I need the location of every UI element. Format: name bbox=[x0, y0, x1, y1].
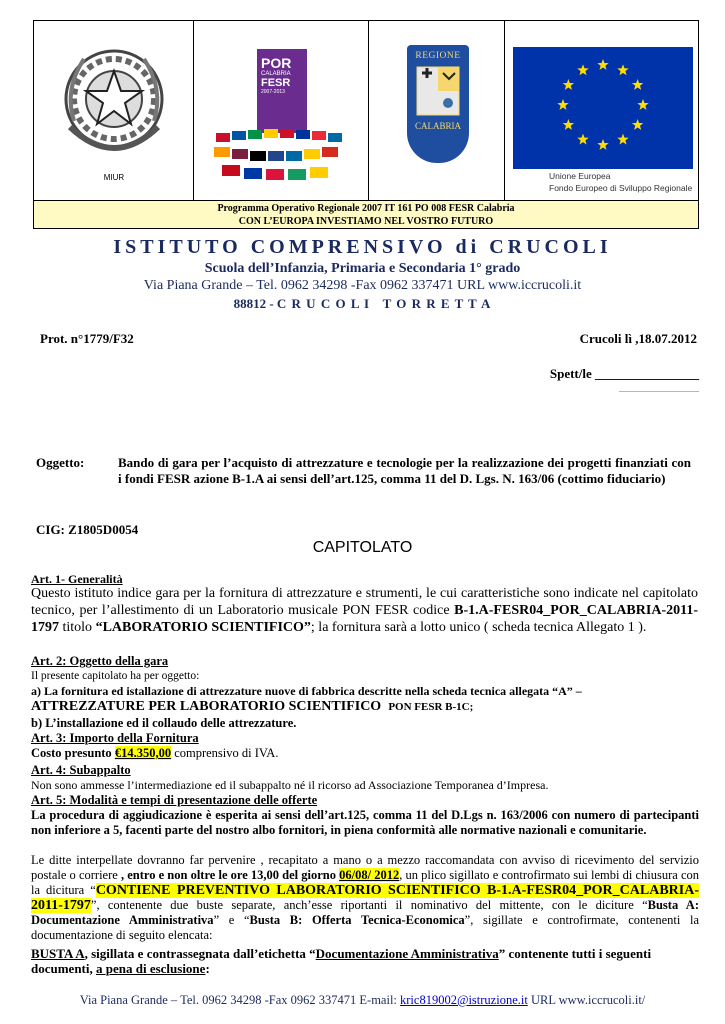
regione-logo-regione: REGIONE bbox=[415, 51, 461, 61]
subject-label: Oggetto: bbox=[36, 455, 85, 470]
school-city: C R U C O L I T O R R E T T A bbox=[276, 296, 492, 311]
place-date: Crucoli lì ,18.07.2012 bbox=[579, 331, 697, 346]
document-title: CAPITOLATO bbox=[312, 539, 413, 556]
art5-busta-a bbox=[31, 946, 703, 976]
eu-caption-2: Fondo Europeo di Sviluppo Regionale bbox=[549, 183, 693, 193]
art2-item-a-line2 bbox=[31, 699, 699, 714]
regione-logo-calabria: CALABRIA bbox=[414, 121, 461, 131]
art5-delivery-2: , un plico sigillato e controfirmato sui lembi di chiusura con la dicitura “ bbox=[31, 868, 699, 897]
art5-deadline: , entro e non oltre le ore 13,00 del giorno bbox=[120, 868, 340, 882]
art2-pon-code: PON FESR B-1C; bbox=[388, 701, 474, 713]
art5-delivery-1: Le ditte interpellate dovranno far pervenire , recapitato a mano o a mezzo raccomandata con avviso di ricevimento del servizio postale o corriere bbox=[31, 853, 699, 882]
art1-project-code: B-1.A-FESR04_POR_CALABRIA-2011-1797 bbox=[31, 603, 698, 635]
art5-busta-b-name: Busta B: Offerta Tecnica-Economica bbox=[249, 913, 465, 927]
cig-code: CIG: Z1805D0054 bbox=[36, 522, 139, 537]
art1-text-3: ; la fornitura sarà a lotto unico ( scheda tecnica Allegato 1 ). bbox=[310, 620, 647, 635]
art2-item-a: a) La fornitura ed istallazione di attrezzature nuove di fabbrica descritte nella scheda tecnica allegata “A” – bbox=[31, 684, 582, 698]
school-subtitle: Scuola dell’Infanzia, Primaria e Secondaria 1° grado bbox=[204, 261, 521, 276]
art3-title: Art. 3: Importo della Fornitura bbox=[31, 731, 199, 745]
school-cap: 88812 - bbox=[233, 296, 274, 311]
footer-email-link[interactable]: kric819002@istruzione.it bbox=[400, 993, 528, 1007]
art1-title: Art. 1- Generalità bbox=[31, 572, 123, 586]
art5-deadline-date: 06/08/ 2012 bbox=[339, 868, 400, 882]
art1-text-2: titolo bbox=[59, 620, 96, 635]
programme-line-1: Programma Operativo Regionale 2007 IT 161 PO 008 FESR Calabria bbox=[217, 203, 515, 214]
eu-caption-1: Unione Europea bbox=[549, 171, 611, 181]
recipient: Spett/le ________________ bbox=[549, 366, 699, 381]
por-cell bbox=[194, 21, 369, 202]
art2-intro: Il presente capitolato ha per oggetto: bbox=[31, 670, 200, 682]
art2-item-b: b) L’installazione ed il collaudo delle attrezzature. bbox=[31, 716, 297, 730]
miur-caption: MIUR bbox=[103, 173, 125, 182]
art5-envelope-label: CONTIENE PREVENTIVO LABORATORIO SCIENTIFICO B-1.A-FESR04_POR_CALABRIA-2011-1797 bbox=[31, 883, 699, 913]
por-logo-years: 2007-2013 bbox=[261, 89, 285, 95]
footer-contacts: Via Piana Grande – Tel. 0962 34298 -Fax 0962 337471 E-mail: bbox=[79, 993, 401, 1007]
art1-text-1: Questo istituto indice gara per la fornitura di attrezzature e strumenti, le cui caratteristiche sono indicate nel capitolato tecnico, per l’allestimento di un Laboratorio musicale PON FESR codice bbox=[31, 586, 698, 618]
busta-a-text-1: , sigillata e contrassegnata dall’etichetta “ bbox=[84, 946, 316, 961]
school-name: ISTITUTO COMPRENSIVO di CRUCOLI bbox=[113, 236, 612, 258]
art5-procedure: La procedura di aggiudicazione è esperita ai sensi dell’art.125, comma 11 del D.Lgs n. 163/2006 con numero di partecipanti non inferiore a 5, facenti parte del nostro albo fornitori, in piena conformità alle normative nazionali e comunitarie. bbox=[31, 808, 699, 837]
art4-text: Non sono ammesse l’intermediazione ed il subappalto né il ricorso ad Associazione Temporanea d’Impresa. bbox=[31, 778, 549, 792]
miur-cell bbox=[34, 21, 194, 202]
art1-text bbox=[31, 585, 698, 636]
art5-delivery bbox=[31, 853, 699, 943]
por-logo-calabria: CALABRIA bbox=[261, 71, 291, 77]
footer-url: URL www.iccrucoli.it/ bbox=[527, 993, 646, 1007]
school-city-line bbox=[0, 296, 725, 312]
eu-flags-arc-icon bbox=[194, 121, 369, 191]
logo-table bbox=[33, 20, 699, 201]
subject-text: Bando di gara per l’acquisto di attrezzature e tecnologie per la realizzazione dei progetti finanziati con i fondi FESR azione B-1.A ai sensi dell’art.125, comma 11 del D. Lgs. N. 163/06 (cottimo fiduciario) bbox=[118, 455, 691, 486]
regione-coat-of-arms-icon bbox=[413, 63, 463, 119]
por-logo-por: POR bbox=[261, 55, 292, 71]
eu-flag-icon bbox=[513, 47, 693, 169]
art5-title: Art. 5: Modalità e tempi di presentazione delle offerte bbox=[31, 793, 318, 807]
italian-republic-emblem-icon bbox=[34, 29, 194, 179]
art2-attrezzature: ATTREZZATURE PER LABORATORIO SCIENTIFICO bbox=[31, 699, 382, 714]
protocol-number: Prot. n°1779/F32 bbox=[40, 331, 134, 346]
art4-title: Art. 4: Subappalto bbox=[31, 763, 131, 777]
busta-a-label: BUSTA A bbox=[31, 946, 85, 961]
busta-a-pena: a pena di esclusione bbox=[96, 961, 206, 976]
recipient-line-2: ________________ bbox=[619, 382, 699, 393]
art5-delivery-5: ”, sigillate e controfirmate, contenenti la documentazione di seguito elencata: bbox=[31, 913, 699, 942]
art5-delivery-4: ” e “ bbox=[213, 913, 250, 927]
art5-busta-a-name: Busta A: Documentazione Amministrativa bbox=[31, 898, 699, 927]
art3-cost-label: Costo presunto bbox=[31, 746, 115, 760]
art1-lab-title: “LABORATORIO SCIENTIFICO” bbox=[95, 620, 311, 635]
art3-cost-rest: comprensivo di IVA. bbox=[171, 746, 279, 760]
art3-cost-amount: €14.350,00 bbox=[114, 746, 172, 760]
por-logo-fesr: FESR bbox=[261, 77, 291, 89]
footer bbox=[0, 993, 725, 1008]
art5-delivery-3: ”, contenente due buste separate, anch’esse riportanti il nominativo del mittente, con le diciture “ bbox=[90, 898, 648, 912]
busta-a-text-3: : bbox=[205, 961, 210, 976]
regione-cell bbox=[369, 21, 505, 202]
school-address: Via Piana Grande – Tel. 0962 34298 -Fax 0962 337471 URL www.iccrucoli.it bbox=[143, 278, 582, 293]
programme-line-2: CON L’EUROPA INVESTIAMO NEL VOSTRO FUTURO bbox=[238, 216, 494, 227]
programme-band bbox=[33, 200, 699, 229]
art3-cost bbox=[31, 746, 699, 760]
busta-a-text-2: ” contenente tutti i seguenti documenti, bbox=[31, 946, 652, 976]
art2-title: Art. 2: Oggetto della gara bbox=[31, 654, 169, 668]
busta-a-doc-amm: Documentazione Amministrativa bbox=[315, 946, 499, 961]
eu-cell bbox=[505, 21, 700, 202]
regione-calabria-shield bbox=[407, 45, 469, 163]
